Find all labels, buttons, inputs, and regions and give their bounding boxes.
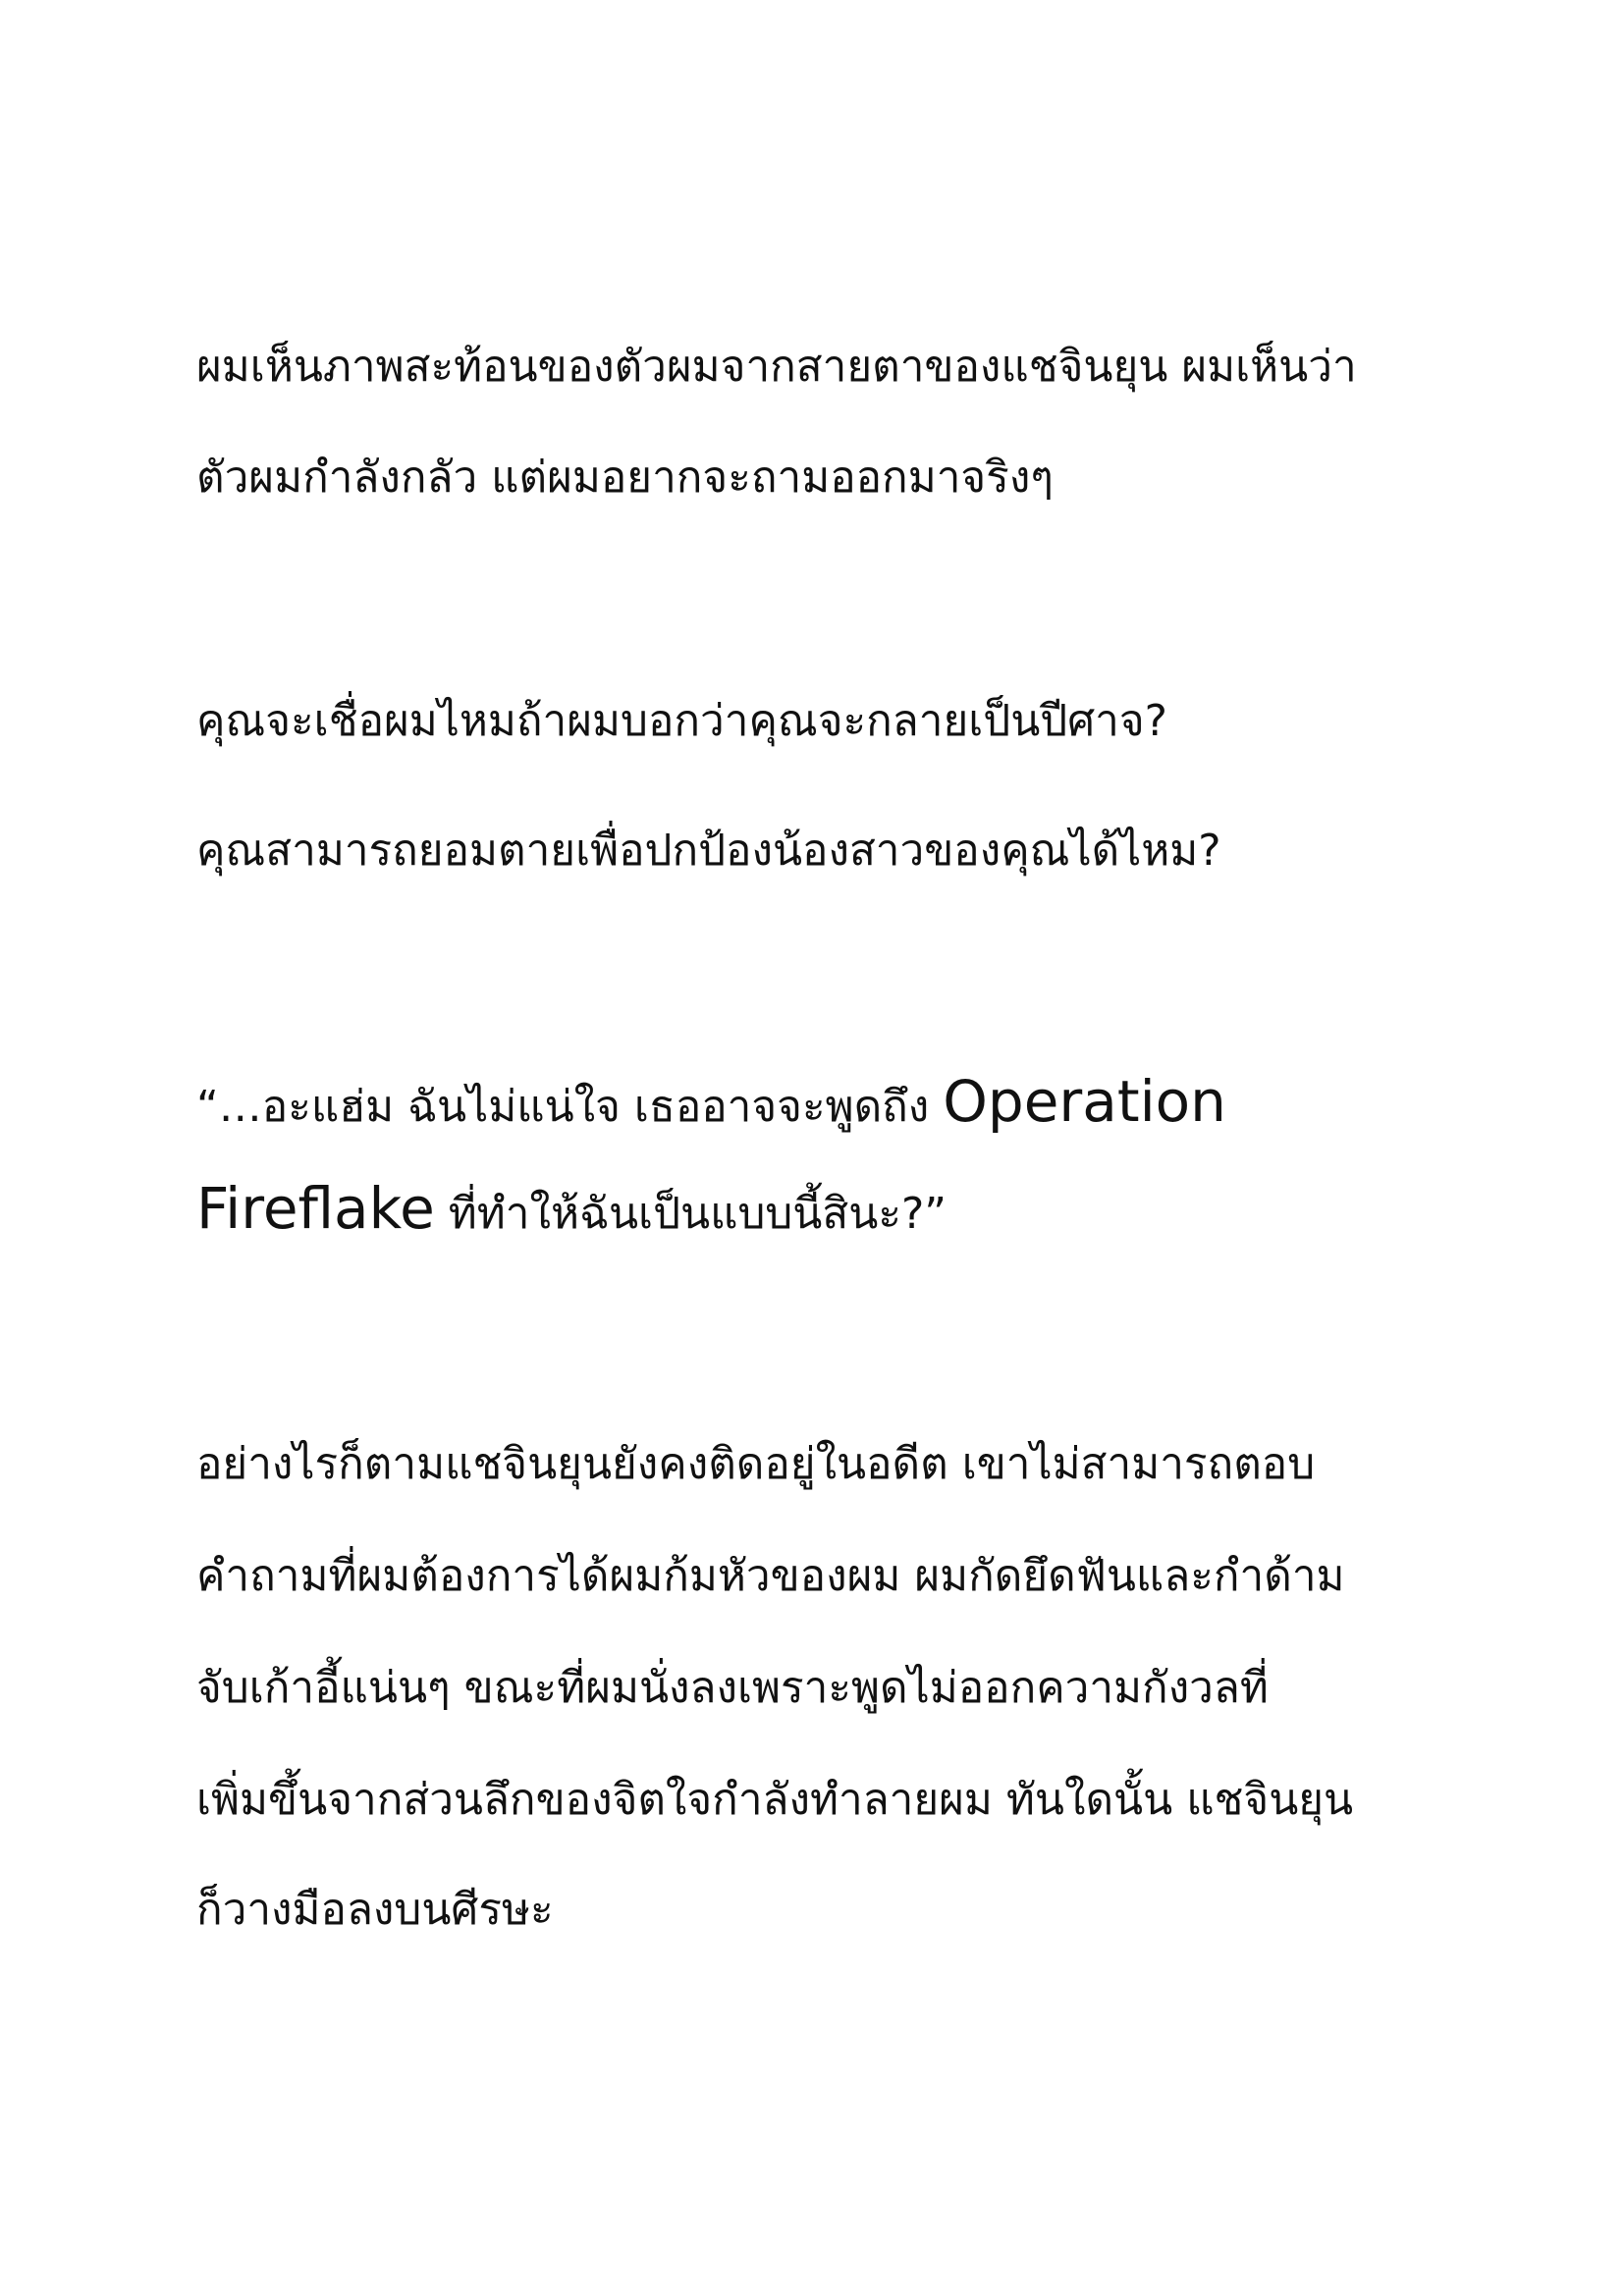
paragraph-1-line-2: ตัวผมกำลังกลัว แต่ผมอยากจะถามออกมาจริงๆ (196, 453, 1054, 503)
paragraph-4-line-3: จับเก้าอี้แน่นๆ ขณะที่ผมนั่งลงเพราะพูดไม่ออกความกังวลที่ (196, 1663, 1269, 1713)
paragraph-1-line-1: ผมเห็นภาพสะท้อนของตัวผมจากสายตาของแชจินยุน ผมเห็นว่า (196, 342, 1357, 392)
paragraph-2-line-1: คุณจะเชื่อผมไหมถ้าผมบอกว่าคุณจะกลายเป็นปีศาจ? (196, 696, 1167, 746)
dialogue-line-1-thai: “…อะแฮ่ม ฉันไม่แน่ใจ เธออาจจะพูดถึง (196, 1082, 944, 1132)
paragraph-4-line-1: อย่างไรก็ตามแชจินยุนยังคงติดอยู่ในอดีต เขาไม่สามารถตอบ (196, 1439, 1316, 1489)
dialogue-line-2-thai: ที่ทำให้ฉันเป็นแบบนี้สินะ?” (434, 1189, 947, 1239)
dialogue-line-1 (196, 1068, 1226, 1135)
operation-name-part-2: Fireflake (196, 1175, 435, 1242)
paragraph-4-line-2: คำถามที่ผมต้องการได้ผมก้มหัวของผม ผมกัดยึดฟันและกำด้าม (196, 1551, 1345, 1601)
dialogue-line-2 (196, 1175, 947, 1242)
paragraph-4-line-4: เพิ่มขึ้นจากส่วนลึกของจิตใจกำลังทำลายผม ทันใดนั้น แชจินยุน (196, 1775, 1354, 1825)
operation-name-part-1: Operation (943, 1068, 1226, 1135)
paragraph-2-line-2: คุณสามารถยอมตายเพื่อปกป้องน้องสาวของคุณได้ไหม? (196, 826, 1221, 876)
paragraph-4-line-5: ก็วางมือลงบนศีรษะ (196, 1885, 554, 1935)
